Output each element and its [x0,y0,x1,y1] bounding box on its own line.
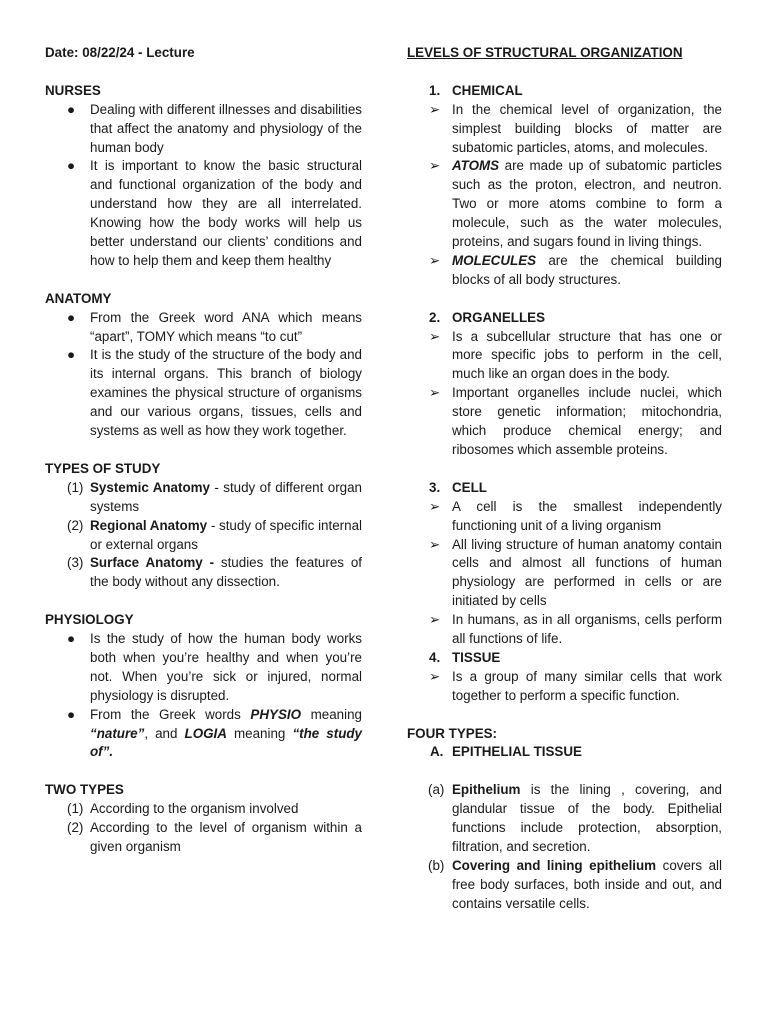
anatomy-bullet-2: ● It is the study of the structure of the body and its internal organs. This branch of biology examines the physical structure of organisms and our various organs, tissues, cells and systems as well as how they work together. [67,347,362,439]
nurses-bullet-2: ● It is important to know the basic structural and functional organization of the body and understand how they are all interrelated. Knowing how the body works will help us better understand our clients’ conditions and how to help them and keep them healthy [67,158,362,268]
bullet-marker: ● [67,158,76,174]
types-of-study-heading: TYPES OF STUDY [45,460,161,476]
types-of-study-item-3: (3) Surface Anatomy - studies the features of the body without any dissection. [67,555,362,590]
tissue-heading: 4. TISSUE [429,649,501,665]
cell-heading: 3. CELL [429,479,487,495]
bullet-marker: ● [67,347,76,363]
bullet-marker: ● [67,309,76,325]
arrow-marker: ➢ [429,612,441,628]
right-column [407,44,722,914]
date-line: Date: 08/22/24 - Lecture [45,45,195,60]
arrow-marker: ➢ [429,328,441,344]
levels-title: LEVELS OF STRUCTURAL ORGANIZATION [407,45,683,60]
tissue-point-1: ➢ Is a group of many similar cells that work together to perform a specific function. [429,668,722,703]
anatomy-heading: ANATOMY [45,290,112,306]
bullet-marker: ● [67,631,76,647]
two-types-item-1: (1) According to the organism involved [67,801,299,817]
cell-point-3: ➢ In humans, as in all organisms, cells perform all functions of life. [429,612,722,647]
types-of-study-item-2: (2) Regional Anatomy - study of specific internal or external organs [67,517,362,552]
organelles-point-1: ➢ Is a subcellular structure that has one or more specific jobs to perform in the cell, much like an organ does in the body. [429,328,722,382]
arrow-marker: ➢ [429,498,441,514]
arrow-marker: ➢ [429,668,441,684]
physiology-bullet-1: ● Is the study of how the human body works both when you’re healthy and when you’re not. When you’re sick or injured, normal physiology is disrupted. [67,631,362,703]
types-of-study-item-1: (1) Systemic Anatomy - study of different organ systems [67,479,362,514]
arrow-marker: ➢ [429,385,441,401]
chemical-point-1: ➢ In the chemical level of organization, the simplest building blocks of matter are subatomic particles, atoms, and molecules. [429,101,722,155]
two-types-item-2: (2) According to the level of organism within a given organism [67,820,362,854]
four-types-heading: FOUR TYPES: [407,725,498,741]
cell-point-1: ➢ A cell is the smallest independently functioning unit of a living organism [429,498,722,533]
epithelial-tissue-heading: A. EPITHELIAL TISSUE [430,744,582,760]
chemical-heading: 1. CHEMICAL [429,82,523,98]
two-types-heading: TWO TYPES [45,782,124,798]
physiology-heading: PHYSIOLOGY [45,612,134,628]
organelles-point-2: ➢ Important organelles include nuclei, which store genetic information; mitochondria, which produce chemical energy; and ribosomes which assemble proteins. [429,385,722,457]
arrow-marker: ➢ [429,158,441,174]
physiology-bullet-2: ● From the Greek words PHYSIO meaning “nature”, and LOGIA meaning “the study of”. [67,706,362,760]
arrow-marker: ➢ [429,536,441,552]
epithelium-item-b: (b) Covering and lining epithelium covers all free body surfaces, both inside and out, and contains versatile cells. [428,857,722,911]
cell-point-2: ➢ All living structure of human anatomy contain cells and almost all functions of human physiology are performed in cells or are initiated by cells [429,536,722,609]
arrow-marker: ➢ [429,252,441,268]
anatomy-bullet-1: ● From the Greek word ANA which means “apart”, TOMY which means “to cut” [67,309,362,344]
nurses-heading: NURSES [45,82,101,98]
left-column [45,44,362,857]
arrow-marker: ➢ [429,101,441,117]
epithelium-item-a: (a) Epithelium is the lining , covering, and glandular tissue of the body. Epithelial functions include protection, absorption, filtration, and secretion. [428,782,722,854]
organelles-heading: 2. ORGANELLES [429,309,545,325]
bullet-marker: ● [67,101,76,117]
nurses-bullet-1: ● Dealing with different illnesses and disabilities that affect the anatomy and physiology of the human body [67,101,362,155]
bullet-marker: ● [67,706,76,722]
chemical-point-3: ➢ MOLECULES are the chemical building blocks of all body structures. [429,252,722,287]
chemical-point-2: ➢ ATOMS are made up of subatomic particles such as the proton, electron, and neutron. Two or more atoms combine to form a molecule, such as the water molecules, proteins, and sugars found in living things. [429,158,722,250]
